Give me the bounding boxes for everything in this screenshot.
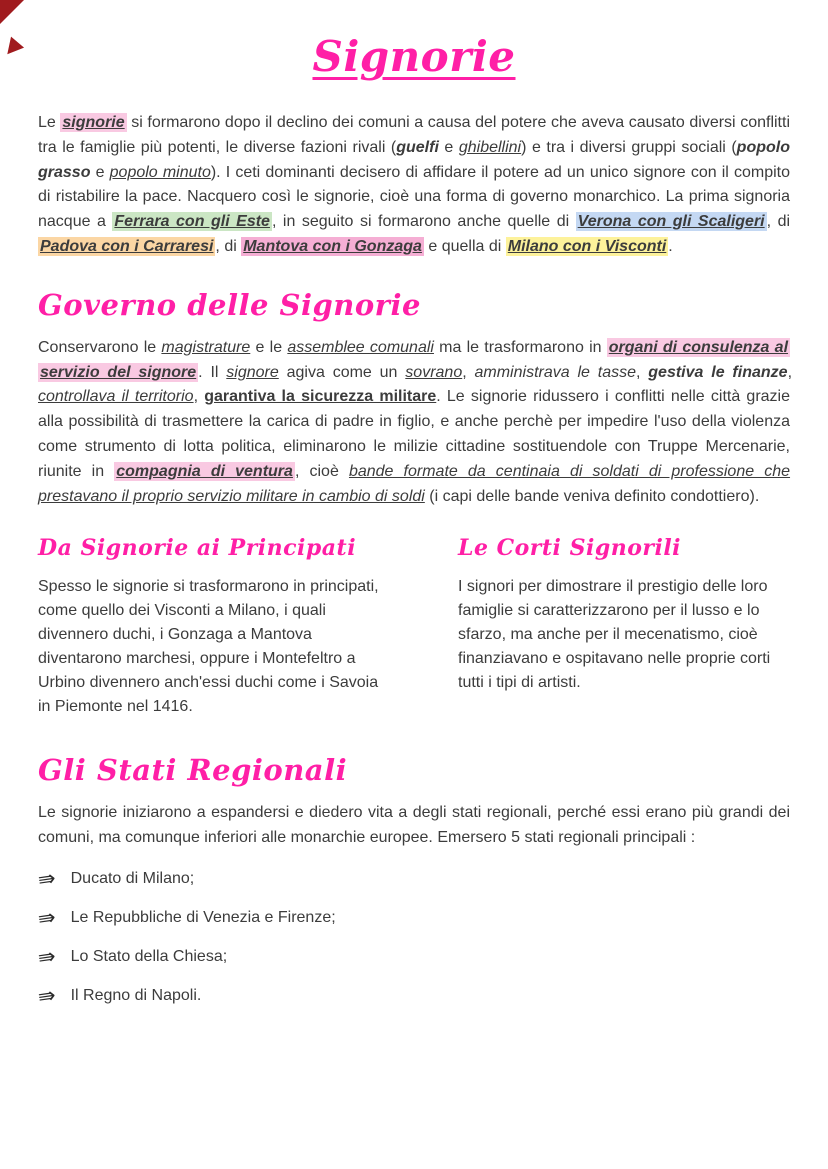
list-item <box>36 983 790 1010</box>
heading-da-signorie-ai-principati: Da Signorie ai Principati <box>38 535 357 562</box>
heading-gli-stati-regionali: Gli Stati Regionali <box>38 753 348 788</box>
corner-mark-lower-icon <box>7 37 25 58</box>
column-principati <box>38 535 390 725</box>
column-corti <box>458 535 790 725</box>
corner-mark-top-icon <box>0 0 24 24</box>
two-column-section <box>38 535 790 725</box>
list-item-label: Ducato di Milano; <box>70 870 195 888</box>
arrow-bullet-icon: ⇛ <box>36 905 58 932</box>
list-item-label: Lo Stato della Chiesa; <box>70 948 228 966</box>
corti-paragraph: I signori per dimostrare il prestigio delle loro famiglie si caratterizzarono per il lusso e lo sfarzo, ma anche per il mecenatismo, cioè finanziavano e ospitavano nelle proprie corti tutti i tipi di artisti. <box>458 578 771 692</box>
arrow-bullet-icon: ⇛ <box>36 866 58 893</box>
principati-paragraph: Spesso le signorie si trasformarono in principati, come quello dei Visconti a Milano, i quali divennero duchi, i Gonzaga a Mantova diventarono marchesi, oppure i Montefeltro a Urbino divennero anch'essi duchi come i Savoia in Piemonte nel 1416. <box>38 578 379 716</box>
list-item-label: Il Regno di Napoli. <box>70 987 202 1005</box>
stati-intro-paragraph: Le signorie iniziarono a espandersi e diedero vita a degli stati regionali, perché essi erano più grandi dei comuni, ma comunque inferiori alle monarchie europee. Emersero 5 stati regionali principali : <box>38 804 790 847</box>
list-item <box>36 905 790 932</box>
arrow-bullet-icon: ⇛ <box>36 983 58 1010</box>
arrow-bullet-icon: ⇛ <box>36 944 58 971</box>
list-item <box>36 866 790 893</box>
heading-le-corti-signorili: Le Corti Signorili <box>458 535 682 562</box>
heading-governo-delle-signorie: Governo delle Signorie <box>38 287 421 322</box>
governo-paragraph: Conservarono le magistrature e le assemblee comunali ma le trasformarono in organi di consulenza al servizio del signore . Il signore agiva come un sovrano, amministrava le tasse, gestiva le finanze, controllava il territorio, garantiva la sicurezza militare. Le signorie ridussero i conflitti nelle città grazie alla possibilità di trasmettere la carica di padre in figlio, e anche perchè per impedire l'uso della violenza come strumento di lotta politica, eliminarono le milizie cittadine sostituendole con Truppe Mercenarie, riunite in compagnia di ventura , cioè bande formate da centinaia di soldati di professione che prestavano il proprio servizio militare in cambio di soldi (i capi delle bande veniva definito condottiero). <box>38 338 793 505</box>
page-title: Signorie <box>312 32 516 81</box>
list-item <box>36 944 790 971</box>
list-item-label: Le Repubbliche di Venezia e Firenze; <box>70 909 336 927</box>
regional-states-list <box>36 866 790 1010</box>
intro-paragraph: Le signorie si formarono dopo il declino dei comuni a causa del potere che aveva causato diversi conflitti tra le famiglie più potenti, le diverse fazioni rivali (guelfi e ghibellini) e tra i diversi gruppi sociali (popolo grasso e popolo minuto). I ceti dominanti decisero di affidare il potere ad un unico signore con il compito di ristabilire la pace. Nacquero così le signorie, cioè una forma di governo monarchico. La prima signoria nacque a Ferrara con gli Este , in seguito si formarono anche quelle di Verona con gli Scaligeri , di Padova con i Carraresi , di Mantova con i Gonzaga e quella di Milano con i Visconti . <box>38 114 791 255</box>
